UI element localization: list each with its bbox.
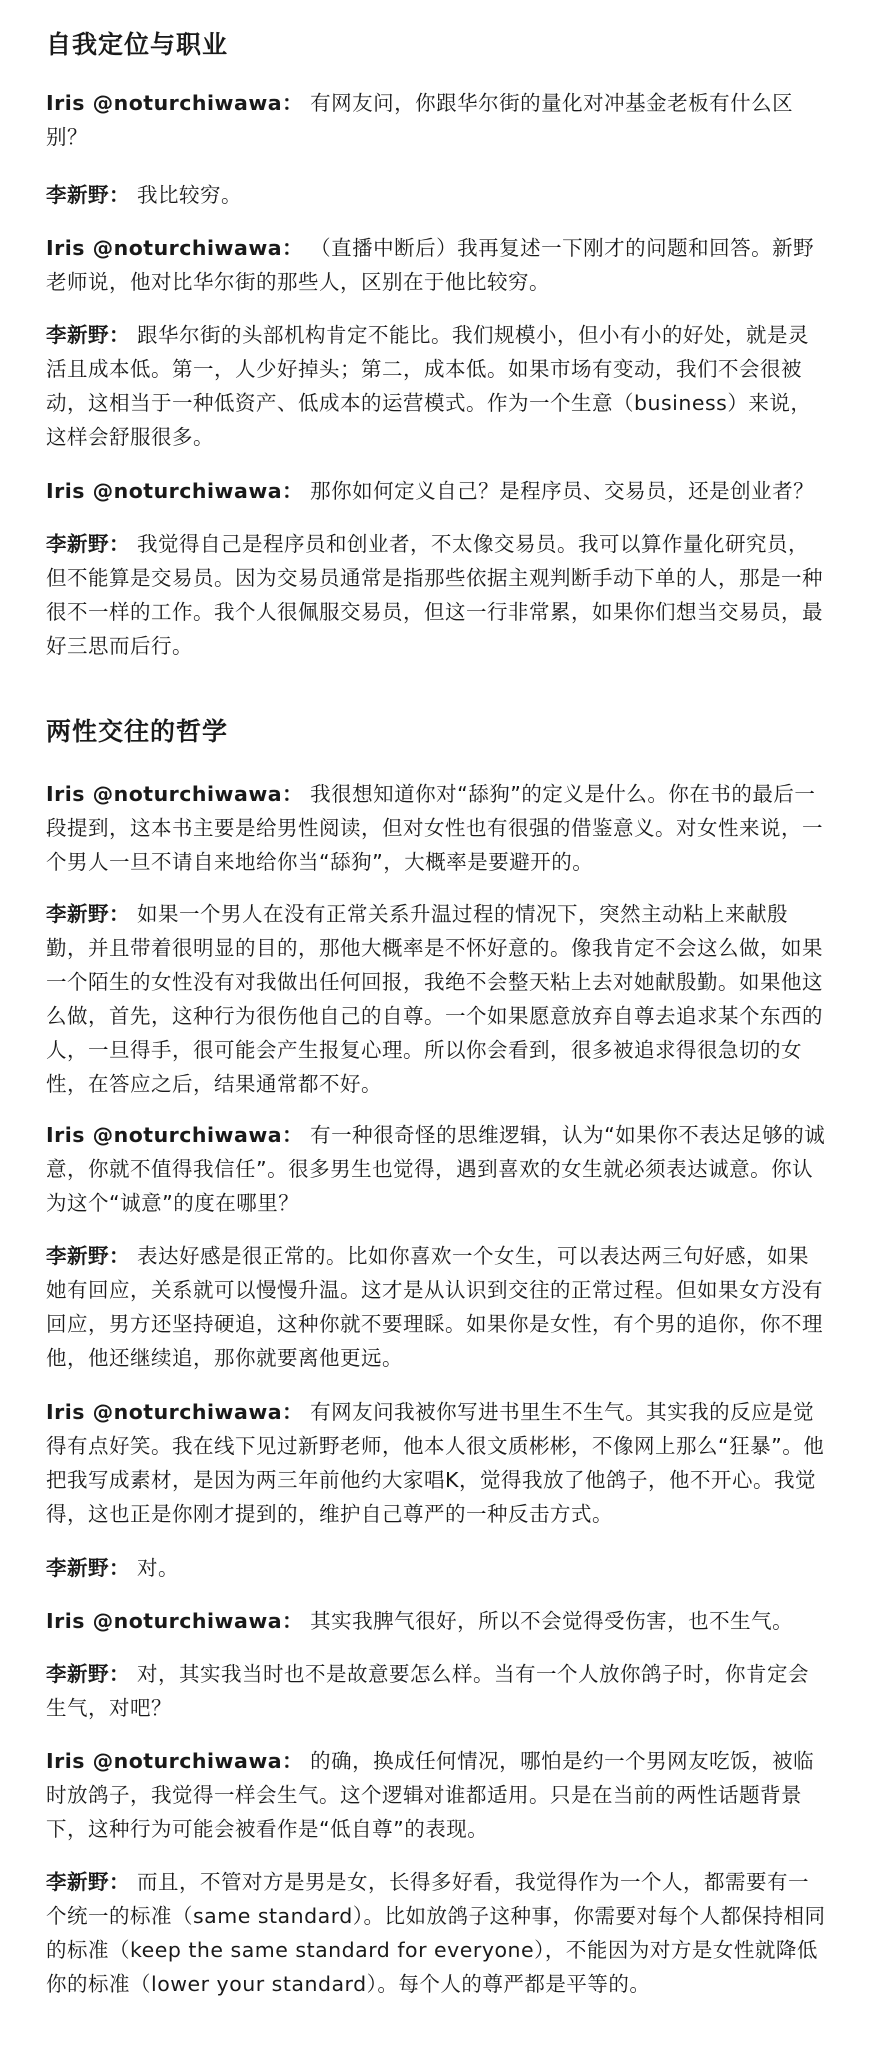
dialogue-text: 有网友问我被你写进书里生不生气。其实我的反应是觉得有点好笑。我在线下见过新野老师，他本人很文质彬彬，不像网上那么“狂暴”。他把我写成素材，是因为两三年前他约大家唱K，觉得我放了他鸽子，他不开心。我觉得，这也正是你刚才提到的，维护自己尊严的一种反击方式。 (46, 1400, 825, 1526)
speaker-colon: ： (282, 236, 304, 260)
dialogue-paragraph (46, 86, 826, 154)
dialogue-paragraph (46, 1865, 826, 2001)
speaker-name: Iris @noturchiwawa (46, 1609, 283, 1633)
dialogue-text: 我很想知道你对“舔狗”的定义是什么。你在书的最后一段提到，这本书主要是给男性阅读，但对女性也有很强的借鉴意义。对女性来说，一个男人一旦不请自来地给你当“舔狗”，大概率是要避开的。 (46, 782, 823, 874)
speaker-colon: ： (109, 1556, 130, 1580)
section-title: 两性交往的哲学 (46, 717, 229, 746)
speaker-colon: ： (282, 1123, 304, 1147)
speaker-name: Iris @noturchiwawa (46, 1749, 283, 1773)
speaker-name: Iris @noturchiwawa (46, 1400, 283, 1424)
speaker-name: Iris @noturchiwawa (46, 91, 283, 115)
dialogue-paragraph (46, 1118, 826, 1220)
dialogue-text: 对。 (137, 1556, 180, 1580)
speaker-name: 李新野 (46, 323, 109, 347)
dialogue-text: （直播中断后）我再复述一下刚才的问题和回答。新野老师说，他对比华尔街的那些人，区别在于他比较穷。 (46, 236, 815, 294)
speaker-name: Iris @noturchiwawa (46, 1123, 283, 1147)
dialogue-text: 有网友问，你跟华尔街的量化对冲基金老板有什么区别？ (46, 91, 794, 149)
speaker-name: 李新野 (46, 183, 109, 207)
dialogue-text: 我比较穷。 (137, 183, 243, 207)
speaker-name: 李新野 (46, 1244, 109, 1268)
speaker-colon: ： (109, 323, 130, 347)
dialogue-paragraph (46, 897, 826, 1101)
speaker-colon: ： (109, 532, 130, 556)
speaker-colon: ： (109, 183, 130, 207)
speaker-name: 李新野 (46, 902, 109, 926)
speaker-name: 李新野 (46, 1870, 109, 1894)
speaker-name: Iris @noturchiwawa (46, 236, 283, 260)
speaker-colon: ： (282, 479, 304, 503)
dialogue-paragraph (46, 1551, 826, 1585)
dialogue-paragraph (46, 777, 826, 879)
section-title: 自我定位与职业 (46, 30, 229, 59)
dialogue-text: 有一种很奇怪的思维逻辑，认为“如果你不表达足够的诚意，你就不值得我信任”。很多男生也觉得，遇到喜欢的女生就必须表达诚意。你认为这个“诚意”的度在哪里？ (46, 1123, 826, 1215)
dialogue-text: 而且，不管对方是男是女，长得多好看，我觉得作为一个人，都需要有一个统一的标准（same standard）。比如放鸽子这种事，你需要对每个人都保持相同的标准（keep the same standard for everyone），不能因为对方是女性就降低你的标准（lower your standard）。每个人的尊严都是平等的。 (46, 1870, 826, 1996)
dialogue-text: 其实我脾气很好，所以不会觉得受伤害，也不生气。 (310, 1609, 794, 1633)
dialogue-text: 的确，换成任何情况，哪怕是约一个男网友吃饭，被临时放鸽子，我觉得一样会生气。这个逻辑对谁都适用。只是在当前的两性话题背景下，这种行为可能会被看作是“低自尊”的表现。 (46, 1749, 815, 1841)
speaker-name: Iris @noturchiwawa (46, 782, 283, 806)
dialogue-text: 表达好感是很正常的。比如你喜欢一个女生，可以表达两三句好感，如果她有回应，关系就可以慢慢升温。这才是从认识到交往的正常过程。但如果女方没有回应，男方还坚持硬追，这种你就不要理睬。如果你是女性，有个男的追你，你不理他，他还继续追，那你就要离他更远。 (46, 1244, 823, 1370)
speaker-colon: ： (109, 902, 130, 926)
dialogue-text: 跟华尔街的头部机构肯定不能比。我们规模小，但小有小的好处，就是灵活且成本低。第一，人少好掉头；第二，成本低。如果市场有变动，我们不会很被动，这相当于一种低资产、低成本的运营模式。作为一个生意（business）来说，这样会舒服很多。 (46, 323, 812, 449)
speaker-name: 李新野 (46, 1662, 109, 1686)
dialogue-paragraph (46, 231, 826, 299)
speaker-colon: ： (282, 1749, 304, 1773)
dialogue-paragraph (46, 474, 826, 508)
dialogue-paragraph (46, 318, 826, 454)
speaker-colon: ： (282, 1400, 304, 1424)
speaker-colon: ： (109, 1244, 130, 1268)
dialogue-text: 那你如何定义自己？是程序员、交易员，还是创业者？ (310, 479, 815, 503)
speaker-name: 李新野 (46, 532, 109, 556)
dialogue-paragraph (46, 1657, 826, 1725)
dialogue-paragraph (46, 1744, 826, 1846)
dialogue-text: 对，其实我当时也不是故意要怎么样。当有一个人放你鸽子时，你肯定会生气，对吧？ (46, 1662, 810, 1720)
dialogue-paragraph (46, 527, 826, 663)
dialogue-paragraph (46, 1395, 826, 1531)
speaker-name: Iris @noturchiwawa (46, 479, 283, 503)
speaker-colon: ： (109, 1662, 130, 1686)
speaker-colon: ： (282, 1609, 304, 1633)
speaker-colon: ： (282, 782, 304, 806)
dialogue-paragraph (46, 1604, 826, 1638)
dialogue-text: 我觉得自己是程序员和创业者，不太像交易员。我可以算作量化研究员，但不能算是交易员。因为交易员通常是指那些依据主观判断手动下单的人，那是一种很不一样的工作。我个人很佩服交易员，但这一行非常累，如果你们想当交易员，最好三思而后行。 (46, 532, 823, 658)
dialogue-text: 如果一个男人在没有正常关系升温过程的情况下，突然主动粘上来献殷勤，并且带着很明显的目的，那他大概率是不怀好意的。像我肯定不会这么做，如果一个陌生的女性没有对我做出任何回报，我绝不会整天粘上去对她献殷勤。如果他这么做，首先，这种行为很伤他自己的自尊。一个如果愿意放弃自尊去追求某个东西的人，一旦得手，很可能会产生报复心理。所以你会看到，很多被追求得很急切的女性，在答应之后，结果通常都不好。 (46, 902, 823, 1096)
speaker-name: 李新野 (46, 1556, 109, 1580)
speaker-colon: ： (282, 91, 304, 115)
dialogue-paragraph (46, 178, 826, 212)
dialogue-paragraph (46, 1239, 826, 1375)
speaker-colon: ： (109, 1870, 130, 1894)
